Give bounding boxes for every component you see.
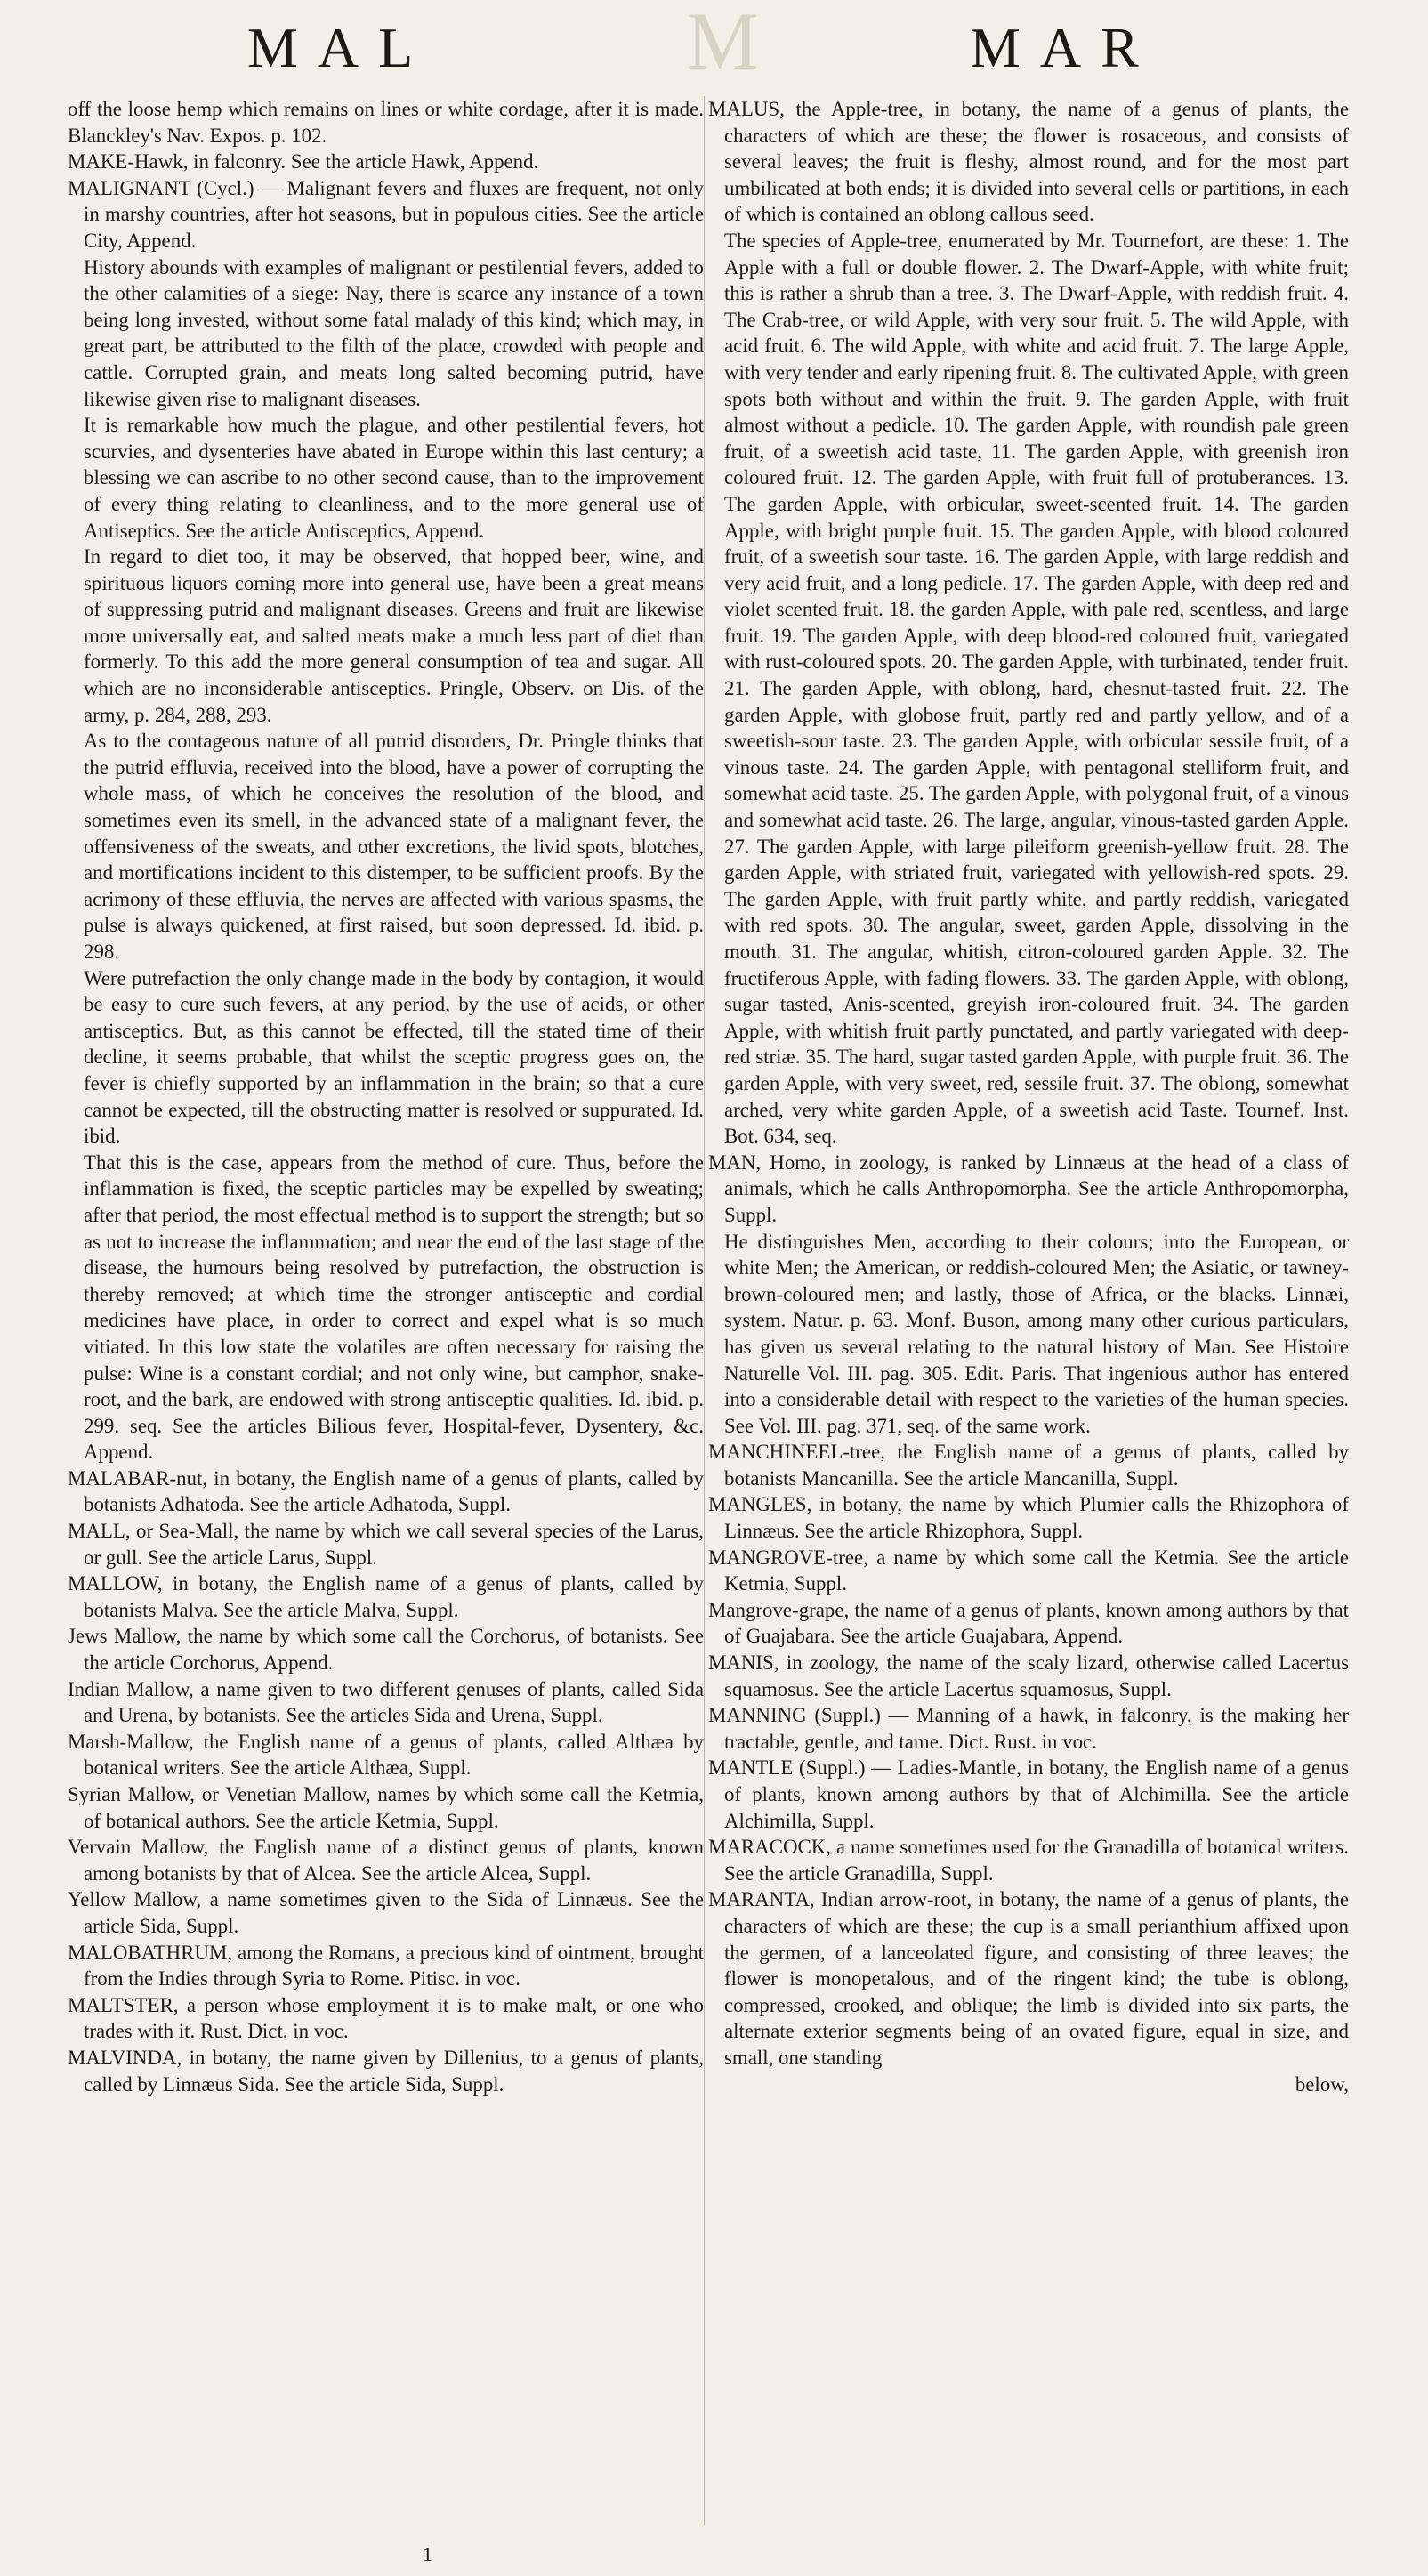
entry-make-hawk: MAKE-Hawk, in falconry. See the article Hawk, Append. <box>68 150 539 174</box>
entry-malignant: MALIGNANT (Cycl.) — Malignant fevers and fluxes are frequent, not only in marshy countries, after hot seasons, but in populous cities. See the article City, Append. <box>68 176 704 252</box>
entry-malobathrum: MALOBATHRUM, among the Romans, a precious kind of ointment, brought from the Indies through Syria to Rome. Pitisc. in voc. <box>68 1941 704 1991</box>
entry-malvinda: MALVINDA, in botany, the name given by Dillenius, to a genus of plants, called by Linnæus Sida. See the article Sida, Suppl. <box>68 2046 704 2096</box>
paragraph-malignant-diet: In regard to diet too, it may be observed, that hopped beer, wine, and spirituous liquors coming more into general use, have been a great means of suppressing putrid and malignant diseases. Greens and fruit are likewise more universally eat, and salted meats make a much less part of diet than formerly. To this add the more general consumption of tea and sugar. All which are no inconsiderable antisceptics. Pringle, Observ. on Dis. of the army, p. 284, 288, 293. <box>84 545 704 726</box>
left-column <box>68 96 704 2552</box>
paragraph-man-varieties: He distinguishes Men, according to their colours; into the European, or white Men; the American, or reddish-coloured Men; the Asiatic, or tawney-brown-coloured men; and lastly, those of Africa, or the blacks. Linnæi, system. Natur. p. 63. Monf. Buson, among many other curious particulars, has given us several relating to the natural history of Man. See Histoire Naturelle Vol. III. pag. 305. Edit. Paris. That ingenious author has entered into a considerable detail with respect to the varieties of the human species. See Vol. III. pag. 371, seq. of the same work. <box>724 1230 1349 1437</box>
entry-jews-mallow: Jews Mallow, the name by which some call the Corchorus, of botanists. See the article Corchorus, Append. <box>68 1625 704 1675</box>
entry-manis: MANIS, in zoology, the name of the scaly lizard, otherwise called Lacertus squamosus. See the article Lacertus squamosus, Suppl. <box>708 1651 1349 1700</box>
entry-indian-mallow: Indian Mallow, a name given to two different genuses of plants, called Sida and Urena, by botanists. See the articles Sida and Urena, Suppl. <box>68 1677 704 1727</box>
entry-mangrove-grape: Mangrove-grape, the name of a genus of plants, known among authors by that of Guajabara. See the article Guajabara, Append. <box>708 1598 1349 1648</box>
entry-continuation: off the loose hemp which remains on lines or white cordage, after it is made. Blanckley's Nav. Expos. p. 102. <box>68 98 704 147</box>
entry-mallow: MALLOW, in botany, the English name of a genus of plants, called by botanists Malva. See the article Malva, Suppl. <box>68 1572 704 1621</box>
entry-man: MAN, Homo, in zoology, is ranked by Linnæus at the head of a class of animals, which he calls Anthropomorpha. See the article Anthropomorpha, Suppl. <box>708 1151 1349 1226</box>
entry-maracock: MARACOCK, a name sometimes used for the Granadilla of botanical writers. See the article Granadilla, Suppl. <box>708 1836 1349 1885</box>
entry-mangles: MANGLES, in botany, the name by which Plumier calls the Rhizophora of Linnæus. See the article Rhizophora, Suppl. <box>708 1493 1349 1543</box>
paragraph-malignant-plague: It is remarkable how much the plague, and other pestilential fevers, hot scurvies, and dysenteries have abated in Europe within this last century; a blessing we can ascribe to no other second cause, than to the improvement of every thing relating to cleanliness, and to the more general use of Antiseptics. See the article Antisceptics, Append. <box>84 414 704 542</box>
entry-mantle: MANTLE (Suppl.) — Ladies-Mantle, in botany, the English name of a genus of plants, known among authors by that of Alchimilla. See the article Alchimilla, Suppl. <box>708 1756 1349 1832</box>
entry-yellow-mallow: Yellow Mallow, a name sometimes given to the Sida of Linnæus. See the article Sida, Suppl. <box>68 1888 704 1937</box>
entry-malus: MALUS, the Apple-tree, in botany, the name of a genus of plants, the characters of which are these; the flower is rosaceous, and consists of several leaves; the fruit is fleshy, almost round, and for the most part umbilicated at both ends; it is divided into several cells or partitions, in each of which is contained an oblong callous seed. <box>708 98 1349 226</box>
running-head-right: MAR <box>970 16 1158 79</box>
paragraph-malignant-putrefaction: Were putrefaction the only change made in the body by contagion, it would be easy to cure such fevers, at any period, by the use of acids, or other antisceptics. But, as this cannot be effected, till the stated time of their decline, it seems probable, that whilst the sceptic progress goes on, the fever is chiefly supported by an inflammation in the brain; so that a cure cannot be expected, till the obstructing matter is resolved or suppurated. Id. ibid. <box>84 966 704 1148</box>
entry-maltster: MALTSTER, a person whose employment it is to make malt, or one who trades with it. Rust. Dict. in voc. <box>68 1993 704 2043</box>
watermark-letter: M <box>686 0 759 86</box>
paragraph-malignant-contagion: As to the contageous nature of all putrid disorders, Dr. Pringle thinks that the putrid effluvia, received into the blood, have a power of corrupting the whole mass, of which he conceives the resolution of the blood, and sometimes even its smell, in the advanced state of a malignant fever, the offensiveness of the sweats, and other excretions, the livid spots, blotches, and mortifications incident to this distemper, to be sufficient proofs. By the acrimony of these effluvia, the nerves are affected with various spasms, the pulse is always quickened, at first raised, but soon depressed. Id. ibid. p. 298. <box>84 730 704 963</box>
entry-mall: MALL, or Sea-Mall, the name by which we call several species of the Larus, or gull. See the article Larus, Suppl. <box>68 1520 704 1569</box>
catchword: below, <box>1295 2072 1349 2096</box>
column-divider <box>704 96 705 2525</box>
entry-syrian-mallow: Syrian Mallow, or Venetian Mallow, names by which some call the Ketmia, of botanical authors. See the article Ketmia, Suppl. <box>68 1783 704 1832</box>
right-column <box>708 96 1349 2552</box>
paragraph-malignant-history: History abounds with examples of malignant or pestilential fevers, added to the other calamities of a siege: Nay, there is scarce any instance of a town being long invested, without some fatal malady of this kind; which may, in great part, be attributed to the filth of the place, crowded with people and cattle. Corrupted grain, and meats long salted becoming putrid, have likewise given rise to malignant diseases. <box>84 255 704 410</box>
entry-marsh-mallow: Marsh-Mallow, the English name of a genus of plants, called Althæa by botanical writers. See the article Althæa, Suppl. <box>68 1730 704 1780</box>
paragraph-apple-species: The species of Apple-tree, enumerated by Mr. Tournefort, are these: 1. The Apple with a full or double flower. 2. The Dwarf-Apple, with white fruit; this is rather a shrub than a tree. 3. The Dwarf-Apple, with reddish fruit. 4. The Crab-tree, or wild Apple, with very sour fruit. 5. The wild Apple, with acid fruit. 6. The wild Apple, with white and acid fruit. 7. The large Apple, with very tender and early ripening fruit. 8. The cultivated Apple, with green spots both without and within the fruit. 9. The garden Apple, with fruit almost without a pedicle. 10. The garden Apple, with roundish pale green fruit, of a sweetish acid taste, 11. The garden Apple, with greenish iron coloured fruit. 12. The garden Apple, with fruit full of protuberances. 13. The garden Apple, with orbicular, sweet-scented fruit. 14. The garden Apple, with bright purple fruit. 15. The garden Apple, with blood coloured fruit, of a sweetish sour taste. 16. The garden Apple, with large reddish and very acid fruit, and a long pedicle. 17. The garden Apple, with deep red and violet scented fruit. 18. the garden Apple, with pale red, scentless, and large fruit. 19. The garden Apple, with deep blood-red coloured fruit, variegated with rust-coloured spots. 20. The garden Apple, with turbinated, tender fruit. 21. The garden Apple, with oblong, hard, chesnut-tasted fruit. 22. The garden Apple, with globose fruit, partly red and partly yellow, and of a sweetish-sour taste. 23. The garden Apple, with orbicular sessile fruit, of a vinous taste. 24. The garden Apple, with pentagonal stelliform fruit, and somewhat acid taste. 25. The garden Apple, with polygonal fruit, of a vinous and somewhat acid taste. 26. The large, angular, vinous-tasted garden Apple. 27. The garden Apple, with large pileiform greenish-yellow fruit. 28. The garden Apple, with striated fruit, variegated with yellowish-red spots. 29. The garden Apple, with fruit partly white, and partly reddish, variegated with red spots. 30. The angular, sweet, garden Apple, dissolving in the mouth. 31. The angular, whitish, citron-coloured garden Apple. 32. The fructiferous Apple, with fading flowers. 33. The garden Apple, with oblong, sugar tasted, Anis-scented, greyish iron-coloured fruit. 34. The garden Apple, with whitish fruit partly punctated, and partly variegated with deep-red striæ. 35. The hard, sugar tasted garden Apple, with purple fruit. 36. The garden Apple, with very sweet, red, sessile fruit. 37. The oblong, somewhat arched, very white garden Apple, of a sweetish acid Taste. Tournef. Inst. Bot. 634, seq. <box>724 229 1349 1148</box>
entry-manning: MANNING (Suppl.) — Manning of a hawk, in falconry, is the making her tractable, gentle, and tame. Dict. Rust. in voc. <box>708 1704 1349 1753</box>
running-head-left: MAL <box>247 16 433 79</box>
entry-maranta: MARANTA, Indian arrow-root, in botany, the name of a genus of plants, the characters of which are these; the cup is a small perianthium affixed upon the germen, of a lanceolated figure, and consisting of three leaves; the flower is monopetalous, and of the ringent kind; the tube is oblong, compressed, crooked, and oblique; the limb is divided into six parts, the alternate exterior segments being of an ovated figure, equal in size, and small, one standing <box>708 1888 1349 2069</box>
signature-mark: 1 <box>423 2543 432 2565</box>
entry-malabar-nut: MALABAR-nut, in botany, the English name of a genus of plants, called by botanists Adhatoda. See the article Adhatoda, Suppl. <box>68 1466 704 1516</box>
entry-manchineel-tree: MANCHINEEL-tree, the English name of a genus of plants, called by botanists Mancanilla. See the article Mancanilla, Suppl. <box>708 1441 1349 1490</box>
paragraph-malignant-cure: That this is the case, appears from the method of cure. Thus, before the inflammation is fixed, the sceptic particles may be expelled by sweating; after that period, the most effectual method is to support the strength; but so as not to increase the inflammation; and near the end of the last stage of the disease, the humours being resolved by putrefaction, the obstruction is thereby removed; at which time the stronger antisceptic and cordial medicines have place, in order to correct and expel what is so much vitiated. In this low state the volatiles are often necessary for raising the pulse: Wine is a constant cordial; and not only wine, but camphor, snake-root, and the bark, are endowed with strong antisceptic qualities. Id. ibid. p. 299. seq. See the articles Bilious fever, Hospital-fever, Dysentery, &c. Append. <box>84 1151 704 1464</box>
entry-mangrove-tree: MANGROVE-tree, a name by which some call the Ketmia. See the article Ketmia, Suppl. <box>708 1546 1349 1595</box>
entry-vervain-mallow: Vervain Mallow, the English name of a distinct genus of plants, known among botanists by that of Alcea. See the article Alcea, Suppl. <box>68 1836 704 1885</box>
